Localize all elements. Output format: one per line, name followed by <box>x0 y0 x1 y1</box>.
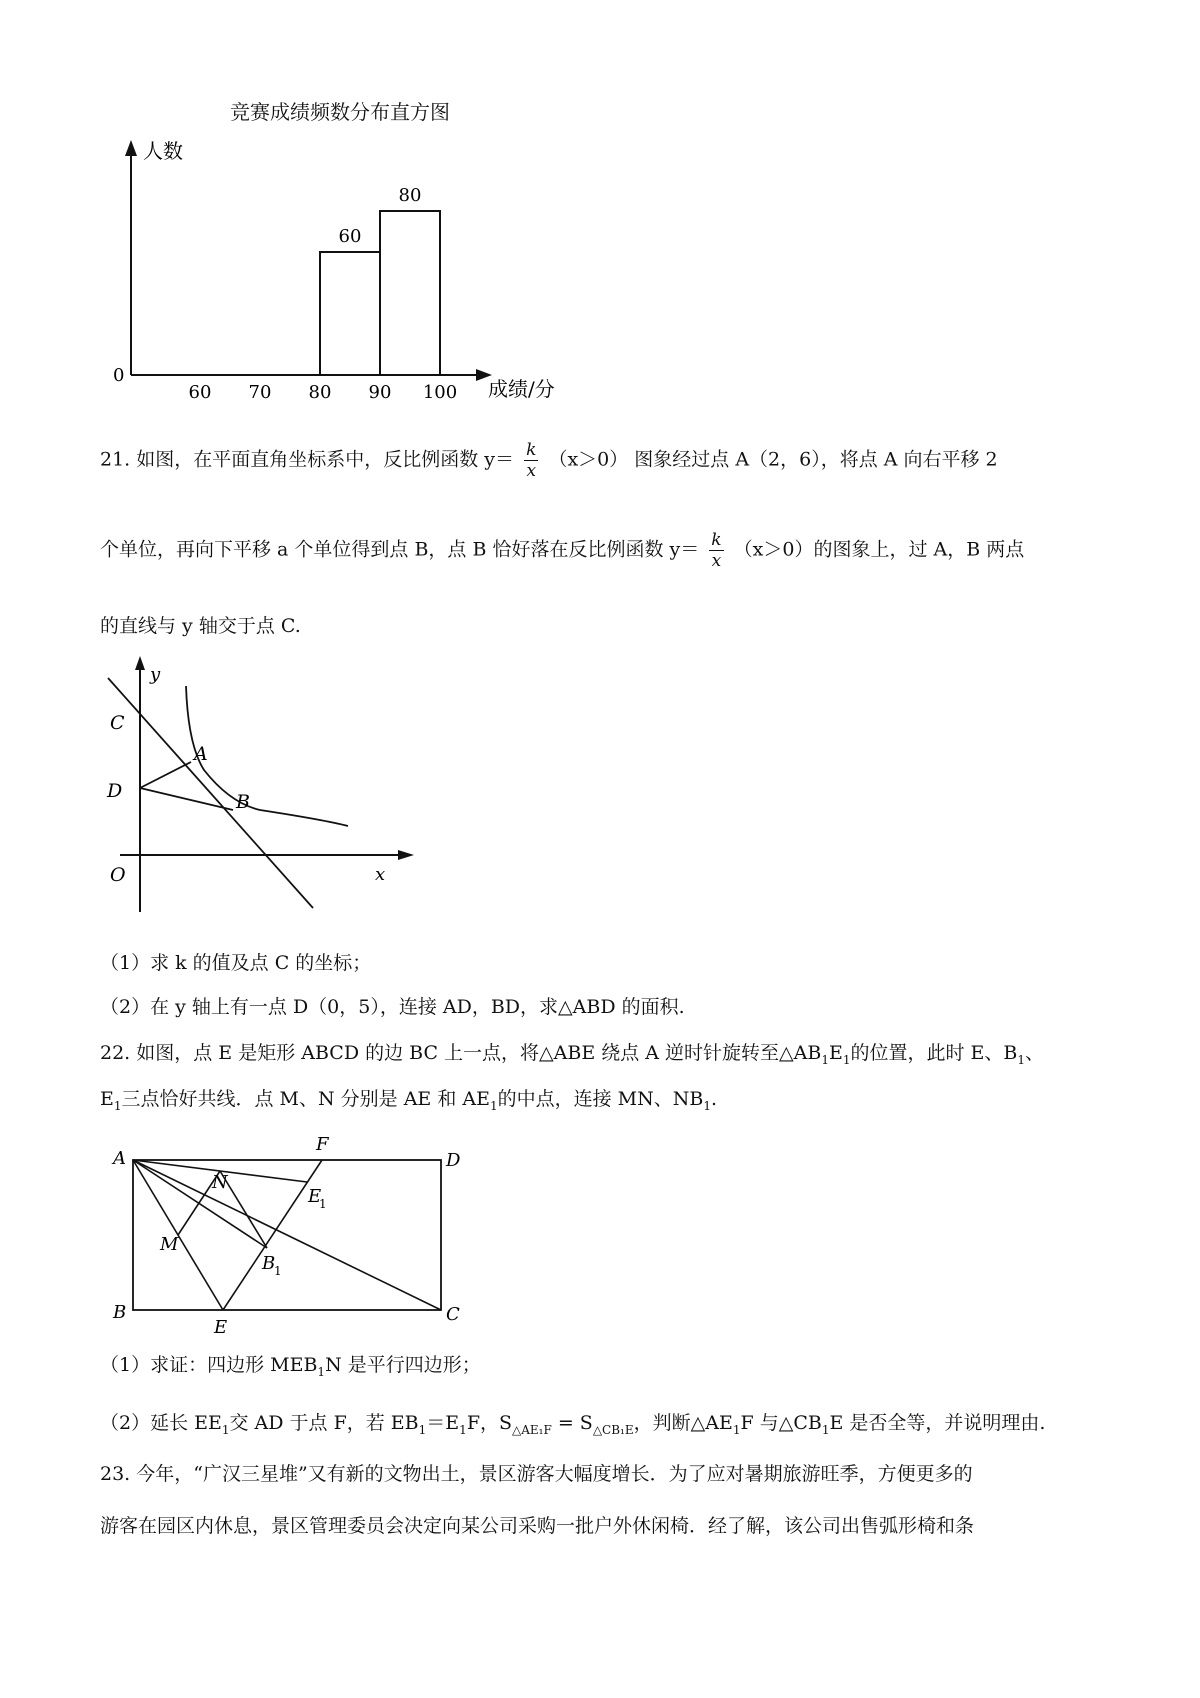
subscript-1: 1 <box>221 1422 230 1437</box>
fig-y-arrow <box>135 656 145 670</box>
point-d-label: D <box>107 780 123 802</box>
x-tick-label: 70 <box>248 382 272 403</box>
point-e-label: E <box>214 1317 228 1338</box>
fig-x-label: x <box>375 864 386 885</box>
q21-line2-b: （x＞0）的图象上，过 A，B 两点 <box>733 538 1025 561</box>
segment-ac <box>133 1160 441 1310</box>
point-e1-label: E <box>308 1186 322 1207</box>
fraction-numerator: k <box>526 440 537 460</box>
subscript-1: 1 <box>703 1098 711 1113</box>
q22-line2-c: 的中点，连接 MN、NB <box>497 1088 704 1110</box>
fraction-denominator: x <box>526 461 537 481</box>
y-axis-label: 人数 <box>143 139 183 163</box>
point-d-label: D <box>446 1150 461 1171</box>
q21-fraction-2 <box>709 530 723 571</box>
fig-y-label: y <box>150 664 161 685</box>
q22-sub1 <box>100 1352 481 1385</box>
point-f-label: F <box>316 1134 329 1155</box>
q22-line1-d: 、 <box>1025 1042 1045 1064</box>
y-axis-arrow <box>125 140 137 156</box>
point-a-label: A <box>113 1148 126 1169</box>
fig-x-arrow <box>398 850 414 860</box>
point-b-label: B <box>236 791 250 813</box>
q21-intro-b: （x＞0） 图象经过点 A（2，6），将点 A 向右平移 2 <box>548 448 998 471</box>
point-m-label: M <box>160 1234 179 1255</box>
segment-db <box>140 788 233 810</box>
line-ab <box>108 678 313 908</box>
q21-line2 <box>100 530 1024 571</box>
histogram-bar <box>380 211 440 375</box>
point-c-label: C <box>446 1304 460 1325</box>
q22-figure <box>100 1128 480 1338</box>
q22-sub2-a: （2）延长 EE <box>100 1412 222 1434</box>
subscript-1: 1 <box>842 1052 851 1067</box>
x-tick-label: 60 <box>188 382 212 403</box>
point-a-label: A <box>194 743 208 765</box>
subscript-1: 1 <box>821 1052 829 1067</box>
q22-sub2-j: E 是否全等，并说明理由. <box>829 1412 1046 1434</box>
subscript-1: 1 <box>459 1422 467 1437</box>
q23-line1: 23. 今年，“广汉三星堆”又有新的文物出土，景区游客大幅度增长．为了应对暑期旅游旺季，方便更多的 <box>100 1463 973 1485</box>
q21-line2-a: 个单位，再向下平移 a 个单位得到点 B，点 B 恰好落在反比例函数 y＝ <box>100 538 700 561</box>
origin-label: 0 <box>113 365 125 386</box>
q22-line2-a: E <box>100 1088 114 1110</box>
point-b1-subscript: 1 <box>274 1264 282 1278</box>
point-n-label: N <box>212 1172 228 1193</box>
q21-line1 <box>100 440 998 481</box>
histogram-chart <box>0 0 1200 420</box>
q21-sub2: （2）在 y 轴上有一点 D（0，5），连接 AD，BD，求△ABD 的面积. <box>100 996 685 1018</box>
q22-line1-b: E <box>828 1042 843 1064</box>
fraction-denominator: x <box>711 551 722 571</box>
x-tick-label: 80 <box>308 382 332 403</box>
subscript-1: 1 <box>113 1098 122 1113</box>
q22-sub2-i: F 与△CB <box>740 1412 822 1434</box>
q22-line1-a: 22. 如图，点 E 是矩形 ABCD 的边 BC 上一点，将△ABE 绕点 A 逆时针旋转至△AB <box>100 1042 822 1064</box>
q21-line3: 的直线与 y 轴交于点 C. <box>100 615 301 637</box>
q22-sub2-area-subscript-2: △CB₁E <box>592 1422 634 1437</box>
subscript-1: 1 <box>317 1364 326 1379</box>
fig-origin-label: O <box>110 864 126 886</box>
x-tick-label: 100 <box>422 382 458 403</box>
q22-sub1-b: N 是平行四边形； <box>325 1354 481 1376</box>
bar-data-label: 80 <box>398 185 422 206</box>
q23-line2: 游客在园区内休息，景区管理委员会决定向某公司采购一批户外休闲椅．经了解，该公司出售弧形椅和条 <box>100 1515 975 1537</box>
subscript-1: 1 <box>732 1422 741 1437</box>
q21-sub1: （1）求 k 的值及点 C 的坐标； <box>100 952 372 974</box>
q22-sub2-b: 交 AD 于点 F，若 EB <box>229 1412 419 1434</box>
q22-line2-b: 三点恰好共线．点 M、N 分别是 AE 和 AE <box>121 1088 490 1110</box>
q22-line1-c: 的位置，此时 E、B <box>850 1042 1018 1064</box>
q22-sub2-d: F，S <box>466 1412 513 1434</box>
fraction-numerator: k <box>711 530 722 550</box>
segment-ab1 <box>133 1160 267 1248</box>
q22-sub2-h: ，判断△AE <box>633 1412 733 1434</box>
bar-data-label: 60 <box>338 226 362 247</box>
x-axis-label: 成绩/分 <box>488 377 555 401</box>
subscript-1: 1 <box>1017 1052 1025 1067</box>
subscript-1: 1 <box>418 1422 427 1437</box>
q22-sub2-area-subscript: △AE₁F <box>512 1422 552 1437</box>
histogram-bar <box>320 252 380 375</box>
q22-line2-d: . <box>710 1088 718 1110</box>
q22-line2 <box>100 1086 717 1119</box>
subscript-1: 1 <box>821 1422 830 1437</box>
point-c-label: C <box>110 712 125 734</box>
q22-sub2-f: = S <box>551 1412 593 1434</box>
q21-intro-a: 21. 如图，在平面直角坐标系中，反比例函数 y＝ <box>100 448 515 471</box>
histogram-title: 竞赛成绩频数分布直方图 <box>230 100 450 124</box>
q22-sub2-c: ＝E <box>426 1412 460 1434</box>
point-b-label: B <box>113 1302 127 1323</box>
q22-line1 <box>100 1040 1044 1073</box>
point-e1-subscript: 1 <box>319 1197 327 1211</box>
q22-sub1-a: （1）求证：四边形 MEB <box>100 1354 318 1376</box>
subscript-1: 1 <box>489 1098 498 1113</box>
segment-ef <box>223 1160 322 1310</box>
q22-sub2 <box>100 1410 1045 1443</box>
point-b1-label: B <box>262 1253 276 1274</box>
x-tick-label: 90 <box>368 382 392 403</box>
segment-da <box>140 762 191 788</box>
q21-fraction-1 <box>524 440 538 481</box>
q21-figure <box>100 650 430 915</box>
